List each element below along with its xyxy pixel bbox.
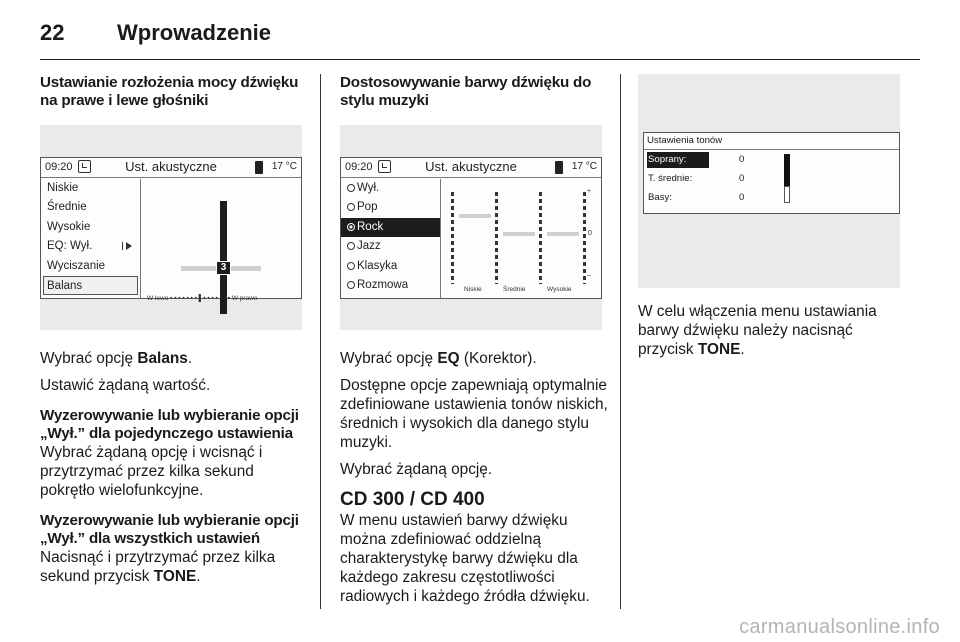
balance-screen xyxy=(40,157,302,302)
menu-item-eq[interactable] xyxy=(41,237,140,256)
section-heading-eq: Dostosowywanie barwy dźwięku do stylu muzyki xyxy=(340,74,592,109)
tone-value: 0 xyxy=(739,154,745,165)
status-bar xyxy=(341,158,601,178)
tone-value: 0 xyxy=(739,192,745,203)
phone-icon xyxy=(255,161,263,174)
eq-scale-column xyxy=(539,192,542,284)
screen-title: Ust. akustyczne xyxy=(425,159,517,174)
keyword-tone: TONE xyxy=(153,568,197,585)
menu-item-wysokie[interactable]: Wysokie xyxy=(47,220,91,233)
paragraph-cd-tone-menu: W menu ustawień barwy dźwięku można zdefiniować oddzielną charakterystykę barwy dźwięku dla każdego zakresu częstotliwości radiowych i każdego źródła dźwięku. xyxy=(340,512,590,605)
menu-item-balans[interactable]: Balans xyxy=(43,276,138,295)
eq-preset-label: Klasyka xyxy=(357,259,398,272)
tone-settings-screen xyxy=(643,132,900,214)
tone-label: Soprany: xyxy=(647,152,709,168)
eq-band-label-mid: Średnie xyxy=(503,286,526,293)
eq-bar-mid xyxy=(503,232,535,236)
eq-preset-jazz[interactable] xyxy=(341,237,440,256)
eq-scale-column xyxy=(451,192,454,284)
eq-preset-klasyka[interactable] xyxy=(341,257,440,276)
clock-time: 09:20 xyxy=(45,161,73,173)
temperature: 17 °C xyxy=(271,161,297,172)
column-1 xyxy=(40,74,308,110)
eq-preset-label: Pop xyxy=(357,201,378,214)
tone-label: Basy: xyxy=(648,192,672,203)
keyword-balans: Balans xyxy=(137,350,188,367)
eq-bar-high xyxy=(547,232,579,236)
menu-item-niskie[interactable]: Niskie xyxy=(47,182,79,194)
subheading-cd300-cd400: CD 300 / CD 400 xyxy=(340,489,485,510)
text: W celu włączenia menu ustawiania barwy dźwięku należy nacisnąć przycisk xyxy=(638,303,877,358)
paragraph-reset-single: Wybrać żądaną opcję i wcisnąć i przytrzymać przez kilka sekund pokrętło wielofunkcyjne. xyxy=(40,444,263,499)
eq-preset-rock[interactable] xyxy=(341,218,440,237)
column-1-body xyxy=(40,349,308,594)
text: Wybrać opcję xyxy=(340,350,438,367)
column-divider-2 xyxy=(620,74,621,609)
balance-knob[interactable]: 3 xyxy=(216,261,231,275)
eq-preset-list xyxy=(341,179,441,298)
text: Nacisnąć i przytrzymać przez kilka sekund przycisk xyxy=(40,549,276,585)
menu-item-eq-label: EQ: Wył. xyxy=(47,240,93,253)
tone-label: T. średnie: xyxy=(648,173,693,184)
column-2-body xyxy=(340,349,608,614)
radio-icon xyxy=(347,242,355,250)
tone-row-basy[interactable] xyxy=(644,190,804,206)
page-header xyxy=(40,14,920,60)
screen-title: Ust. akustyczne xyxy=(125,159,217,174)
paragraph-eq-options: Dostępne opcje zapewniają optymalnie zdefiniowane ustawienia tonów niskich, średnich i wysokich dla danego stylu muzyki. xyxy=(340,377,608,451)
play-arrow-icon xyxy=(126,242,132,250)
column-2 xyxy=(340,74,608,110)
eq-preset-wyl[interactable] xyxy=(341,179,440,198)
paragraph-select-option: Wybrać żądaną opcję. xyxy=(340,461,493,478)
eq-screen xyxy=(340,157,602,299)
section-heading-balance: Ustawianie rozłożenia mocy dźwięku na prawe i lewe głośniki xyxy=(40,74,299,109)
status-bar xyxy=(41,158,301,178)
text: . xyxy=(740,341,745,358)
paragraph-select-balans xyxy=(40,349,308,368)
radio-selected-icon xyxy=(347,223,355,231)
balance-screen-panel xyxy=(40,125,302,330)
keyword-tone: TONE xyxy=(697,341,741,358)
eq-preset-label: Wył. xyxy=(357,182,380,194)
eq-scale-column xyxy=(583,192,586,284)
tone-screen-title: Ustawienia tonów xyxy=(644,133,899,150)
paragraph-enable-tone-menu xyxy=(638,302,906,359)
tone-value: 0 xyxy=(739,173,745,184)
text: (Korektor). xyxy=(459,350,537,367)
eq-screen-panel xyxy=(340,125,602,330)
radio-icon xyxy=(347,281,355,289)
eq-preset-label: Rock xyxy=(357,220,384,233)
text: . xyxy=(196,568,201,585)
text: . xyxy=(187,350,193,367)
menu-item-srednie[interactable]: Średnie xyxy=(47,201,87,214)
column-3-body xyxy=(638,302,906,367)
text: Wybrać opcję xyxy=(40,350,138,367)
phone-icon xyxy=(555,161,563,174)
radio-icon xyxy=(347,184,355,192)
eq-mark-plus: + xyxy=(587,188,592,195)
chapter-title: Wprowadzenie xyxy=(117,20,272,45)
eq-mark-zero: 0 xyxy=(588,230,592,237)
paragraph-reset-all xyxy=(40,548,308,586)
eq-preset-label: Rozmowa xyxy=(357,278,409,291)
watermark: carmanualsonline.info xyxy=(739,616,940,638)
eq-band-label-low: Niskie xyxy=(464,286,482,293)
eq-bar-low xyxy=(459,214,491,218)
audio-menu-list xyxy=(41,179,141,298)
eq-preset-label: Jazz xyxy=(357,240,381,253)
eq-mark-minus: – xyxy=(587,272,591,279)
menu-item-wyciszanie[interactable]: Wyciszanie xyxy=(47,259,106,272)
tone-row-srednie[interactable] xyxy=(644,171,804,187)
eq-preset-rozmowa[interactable] xyxy=(341,276,440,295)
column-divider-1 xyxy=(320,74,321,609)
tone-level-bar-empty xyxy=(784,186,790,203)
balance-scale: W lewo • • • • • • • ▌• • • • • • • W prawo xyxy=(147,295,258,302)
temperature: 17 °C xyxy=(571,161,597,172)
radio-icon xyxy=(347,262,355,270)
eq-preset-pop[interactable] xyxy=(341,198,440,217)
clock-time: 09:20 xyxy=(345,161,373,173)
paragraph-select-eq xyxy=(340,349,608,368)
paragraph-set-value: Ustawić żądaną wartość. xyxy=(40,377,211,394)
radio-icon xyxy=(347,203,355,211)
subheading-reset-all: Wyzerowywanie lub wybieranie opcji „Wył.” dla wszystkich ustawień xyxy=(40,512,299,547)
keyword-eq: EQ xyxy=(437,350,460,367)
eq-band-label-high: Wysokie xyxy=(547,286,572,293)
eq-scale-column xyxy=(495,192,498,284)
tone-level-bar xyxy=(784,154,790,186)
tone-row-soprany[interactable] xyxy=(644,152,804,168)
subheading-reset-single: Wyzerowywanie lub wybieranie opcji „Wył.” dla pojedynczego ustawienia xyxy=(40,407,299,442)
page-number: 22 xyxy=(40,20,65,45)
